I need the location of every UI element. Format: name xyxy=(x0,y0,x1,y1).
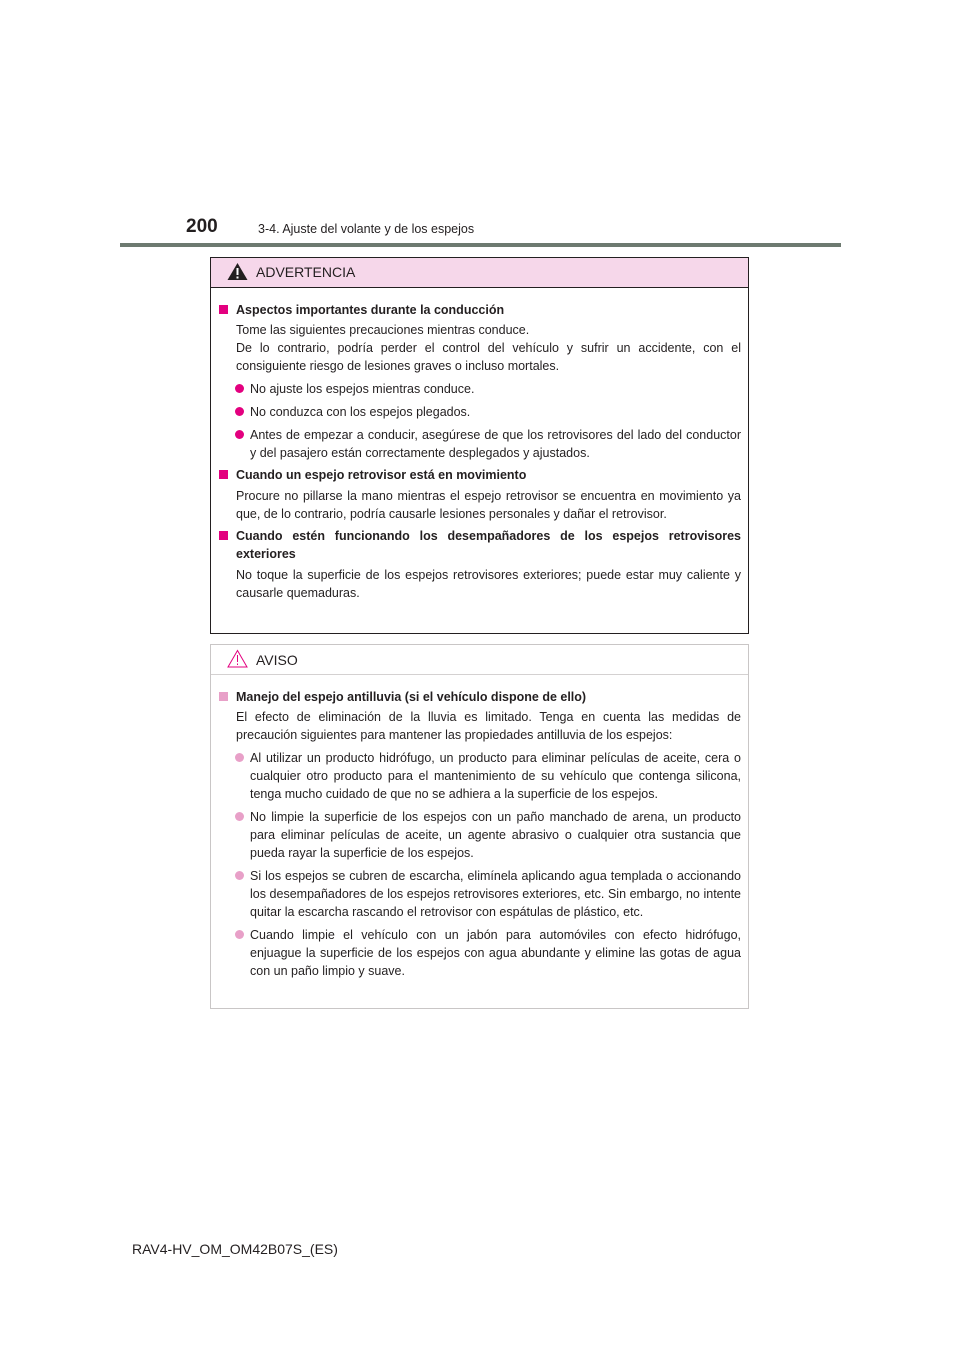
paragraph: El efecto de eliminación de la lluvia es limitado. Tenga en cuenta las medidas de precaución siguientes para mantener las propiedades antilluvia de los espejos: xyxy=(236,710,741,742)
list-item-text: No conduzca con los espejos plegados. xyxy=(250,405,471,419)
header-divider xyxy=(120,243,841,247)
notice-item xyxy=(218,688,741,980)
section-title: 3-4. Ajuste del volante y de los espejos xyxy=(258,222,475,236)
item-title-text: Aspectos importantes durante la conducción xyxy=(236,303,505,317)
warning-box xyxy=(210,257,749,634)
list-item xyxy=(218,926,741,980)
notice-label: AVISO xyxy=(256,652,298,668)
item-title-text: Cuando un espejo retrovisor está en movimiento xyxy=(236,468,527,482)
warning-header xyxy=(211,258,748,288)
list-item xyxy=(218,403,741,421)
paragraph: De lo contrario, podría perder el control del vehículo y sufrir un accidente, con el consiguiente riesgo de lesiones graves o incluso mortales. xyxy=(236,341,741,373)
dot-bullet-icon xyxy=(235,407,244,416)
warning-item-title xyxy=(218,527,741,563)
warning-item xyxy=(218,466,741,523)
dot-bullet-icon xyxy=(235,753,244,762)
warning-item-title xyxy=(218,466,741,484)
warning-label: ADVERTENCIA xyxy=(256,264,356,280)
square-bullet-icon xyxy=(219,531,228,540)
paragraph: Tome las siguientes precauciones mientras conduce. xyxy=(236,323,530,337)
notice-item-title xyxy=(218,688,741,706)
dot-bullet-icon xyxy=(235,384,244,393)
warning-item-title xyxy=(218,301,741,319)
caution-triangle-icon xyxy=(227,649,248,668)
list-item xyxy=(218,749,741,803)
square-bullet-icon xyxy=(219,692,228,701)
list-item xyxy=(218,380,741,398)
notice-header xyxy=(211,645,748,675)
list-item xyxy=(218,867,741,921)
dot-bullet-icon xyxy=(235,812,244,821)
dot-bullet-icon xyxy=(235,871,244,880)
dot-bullet-icon xyxy=(235,430,244,439)
warning-item xyxy=(218,301,741,462)
dot-bullet-icon xyxy=(235,930,244,939)
list-item xyxy=(218,426,741,462)
square-bullet-icon xyxy=(219,470,228,479)
paragraph: No toque la superficie de los espejos retrovisores exteriores; puede estar muy caliente y causarle quemaduras. xyxy=(236,568,741,600)
warning-triangle-icon xyxy=(227,262,248,281)
square-bullet-icon xyxy=(219,305,228,314)
list-item-text: Al utilizar un producto hidrófugo, un producto para eliminar películas de aceite, cera o cualquier otro producto para el mantenimiento de su vehículo que contenga silicona, tenga mucho cuidado de que no se adhiera a la superficie de los espejos. xyxy=(250,751,741,801)
document-code: RAV4-HV_OM_OM42B07S_(ES) xyxy=(132,1241,338,1257)
page-number: 200 xyxy=(186,216,218,237)
list-item xyxy=(218,808,741,862)
list-item-text: Si los espejos se cubren de escarcha, elimínela aplicando agua templada o accionando los desempañadores de los espejos retrovisores exteriores, etc. Sin embargo, no intente quitar la escarcha rascando el retrovisor con espátulas de plástico, etc. xyxy=(250,869,741,919)
notice-box xyxy=(210,644,749,1009)
warning-item xyxy=(218,527,741,602)
list-item-text: Cuando limpie el vehículo con un jabón para automóviles con efecto hidrófugo, enjuague la superficie de los espejos con agua abundante y elimine las gotas de agua con un paño limpio y suave. xyxy=(250,928,741,978)
list-item-text: Antes de empezar a conducir, asegúrese de que los retrovisores del lado del conductor y del pasajero están correctamente desplegados y ajustados. xyxy=(250,428,741,460)
list-item-text: No ajuste los espejos mientras conduce. xyxy=(250,382,475,396)
list-item-text: No limpie la superficie de los espejos con un paño manchado de arena, un producto para eliminar películas de aceite, un agente abrasivo o cualquier otra sustancia que pueda rayar la superficie de los espejos. xyxy=(250,810,741,860)
paragraph: Procure no pillarse la mano mientras el espejo retrovisor se encuentra en movimiento ya que, de lo contrario, podría causarle lesiones personales y dañar el retrovisor. xyxy=(236,489,741,521)
item-title-text: Cuando estén funcionando los desempañadores de los espejos retrovisores exteriores xyxy=(236,529,741,561)
item-title-text: Manejo del espejo antilluvia (si el vehículo dispone de ello) xyxy=(236,690,587,704)
